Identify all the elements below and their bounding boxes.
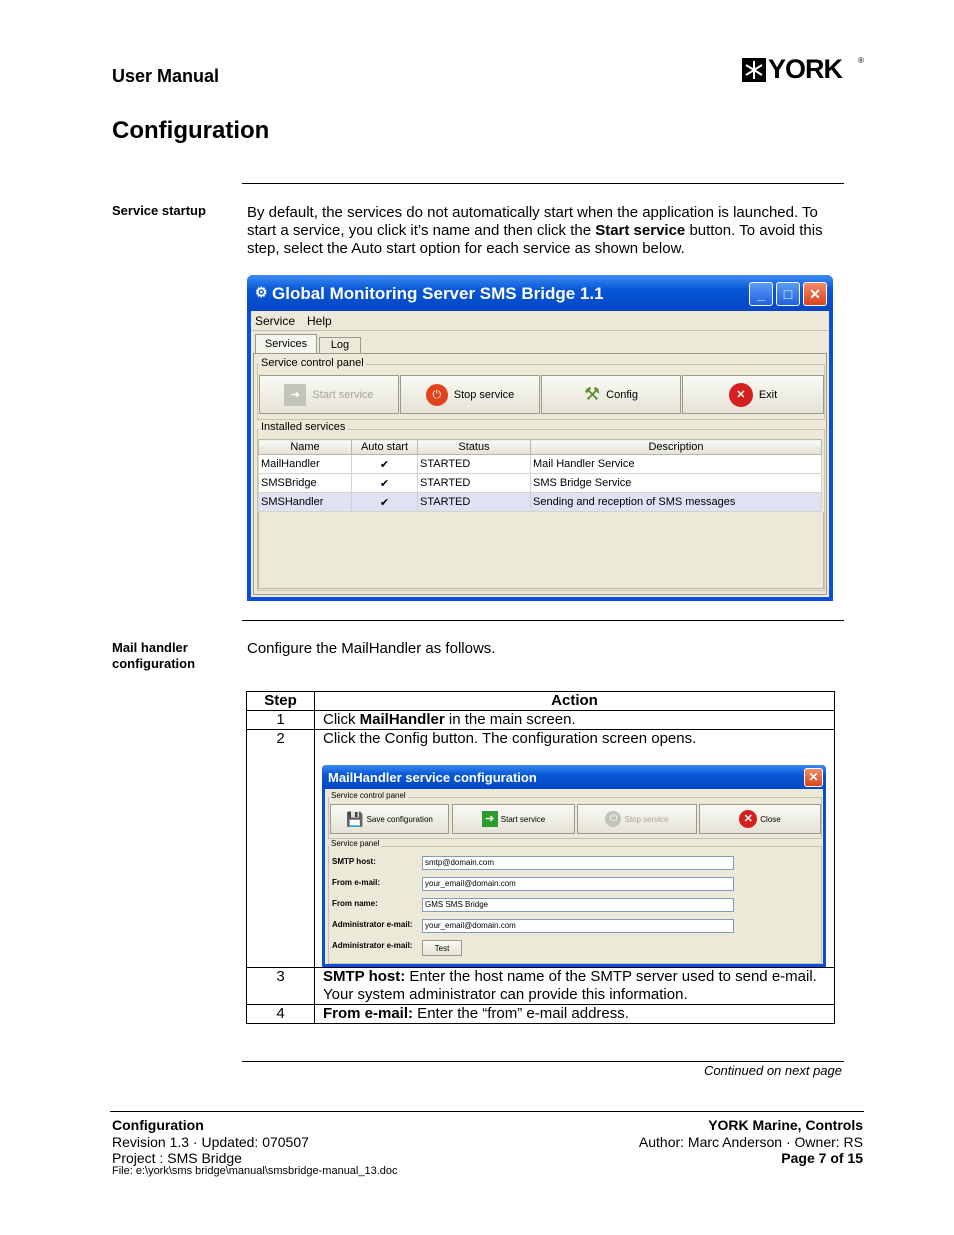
save-icon: 💾 <box>346 810 364 827</box>
admin-email-field[interactable]: your_email@domain.com <box>422 919 734 933</box>
window-client-area <box>325 789 823 964</box>
logo-registered-mark: ® <box>858 56 864 65</box>
close-button[interactable]: ✕ <box>803 282 827 306</box>
cell-status: STARTED <box>418 455 531 474</box>
column-header-description[interactable]: Description <box>531 440 822 455</box>
table-header-row <box>259 440 822 455</box>
continued-note: Continued on next page <box>703 1063 842 1078</box>
steps-header-row <box>247 692 835 711</box>
step-action: SMTP host: Enter the host name of the SMTP server used to send e-mail. Your system administrator can provide this information. <box>315 968 835 1005</box>
power-icon: ⏻ <box>426 384 448 406</box>
logo-wordmark: YORK <box>768 54 843 84</box>
menu-divider <box>251 330 829 331</box>
cell-name: MailHandler <box>259 455 352 474</box>
admin-email-label: Administrator e-mail: <box>332 920 413 929</box>
installed-services-label: Installed services <box>261 421 346 433</box>
window-title: MailHandler service configuration <box>328 770 537 785</box>
from-name-label: From name: <box>332 899 378 908</box>
document-header-title: User Manual <box>112 66 220 86</box>
section-divider <box>242 183 844 184</box>
window-titlebar <box>247 275 833 311</box>
service-panel-label: Service panel <box>331 839 380 848</box>
step-row <box>247 1005 835 1024</box>
tab-log[interactable]: Log <box>319 337 361 353</box>
step-number: 4 <box>247 1005 315 1024</box>
table-row[interactable] <box>259 474 822 493</box>
footer-revision: Revision 1.3 · Updated: 070507 <box>112 1134 309 1150</box>
stop-service-button[interactable]: ⏻ Stop service <box>400 375 540 414</box>
from-name-field[interactable]: GMS SMS Bridge <box>422 898 734 912</box>
window-title: Global Monitoring Server SMS Bridge 1.1 <box>272 284 604 303</box>
cell-name: SMSBridge <box>259 474 352 493</box>
arrow-right-icon: ➔ <box>284 384 306 406</box>
test-button[interactable]: Test <box>422 940 462 956</box>
cell-description: Sending and reception of SMS messages <box>531 493 822 512</box>
tools-icon: ⚒ <box>584 384 601 404</box>
power-icon: ⏻ <box>605 811 621 827</box>
step-row <box>247 968 835 1005</box>
table-row[interactable] <box>259 455 822 474</box>
mail-handler-intro: Configure the MailHandler as follows. <box>247 640 496 657</box>
step-action: Click the Config button. The configuration screen opens. <box>315 730 835 968</box>
step-action: From e-mail: Enter the “from” e-mail address. <box>315 1005 835 1024</box>
page-title: Configuration <box>112 117 270 144</box>
start-service-button[interactable]: ➔ Start service <box>452 804 575 834</box>
footer-page-number: Page 7 of 15 <box>781 1150 863 1166</box>
tab-services[interactable]: Services <box>255 334 317 353</box>
footer-author: Author: Marc Anderson · Owner: RS <box>638 1134 863 1150</box>
footer-company: YORK Marine, Controls <box>708 1117 863 1133</box>
step-column-header: Step <box>247 692 315 711</box>
step-action: Click MailHandler in the main screen. <box>315 711 835 730</box>
maximize-button[interactable]: □ <box>776 282 800 306</box>
gear-icon: ⚙ <box>255 284 268 300</box>
config-button[interactable]: ⚒ Config <box>541 375 681 414</box>
close-dialog-button[interactable]: ✕ Close <box>699 804 821 834</box>
stop-service-button[interactable]: ⏻ Stop service <box>577 804 697 834</box>
step-number: 1 <box>247 711 315 730</box>
service-control-panel-label: Service control panel <box>261 357 364 369</box>
footer-section: Configuration <box>112 1117 204 1133</box>
close-icon: ✕ <box>739 810 757 828</box>
from-email-label: From e-mail: <box>332 878 381 887</box>
services-table <box>258 439 822 512</box>
service-control-panel-label: Service control panel <box>331 791 406 800</box>
cell-description: Mail Handler Service <box>531 455 822 474</box>
step-row <box>247 711 835 730</box>
table-empty-area <box>258 512 824 589</box>
save-configuration-button[interactable]: 💾 Save configuration <box>330 804 449 834</box>
exit-button[interactable]: ✕ Exit <box>682 375 824 414</box>
close-button[interactable]: ✕ <box>804 768 823 787</box>
snowflake-icon <box>742 58 766 82</box>
close-icon: ✕ <box>729 383 753 407</box>
table-row[interactable] <box>259 493 822 512</box>
cell-description: SMS Bridge Service <box>531 474 822 493</box>
section-label-service-startup: Service startup <box>112 203 206 218</box>
column-header-auto-start[interactable]: Auto start <box>352 440 418 455</box>
footer-project: Project : SMS Bridge <box>112 1150 242 1166</box>
admin-email-test-label: Administrator e-mail: <box>332 941 413 950</box>
section-divider <box>242 1061 844 1062</box>
minimize-button[interactable]: _ <box>749 282 773 306</box>
smtp-host-label: SMTP host: <box>332 857 376 866</box>
auto-start-checkbox[interactable]: ✔ <box>352 455 418 474</box>
sms-bridge-window <box>247 275 833 601</box>
column-header-status[interactable]: Status <box>418 440 531 455</box>
smtp-host-field[interactable]: smtp@domain.com <box>422 856 734 870</box>
step-number: 3 <box>247 968 315 1005</box>
footer-file: File: e:\york\sms bridge\manual\smsbridge-manual_13.doc <box>112 1165 398 1177</box>
york-logo <box>742 56 864 84</box>
mailhandler-config-window <box>322 765 826 967</box>
menu-item-help[interactable]: Help <box>307 314 332 328</box>
section-label-mail-handler: Mail handler configuration <box>112 640 196 671</box>
window-titlebar <box>322 765 826 789</box>
menu-item-service[interactable]: Service <box>255 314 296 328</box>
from-email-field[interactable]: your_email@domain.com <box>422 877 734 891</box>
action-column-header: Action <box>315 692 835 711</box>
cell-name: SMSHandler <box>259 493 352 512</box>
service-startup-paragraph: By default, the services do not automatically start when the application is launched. To start a service, you click it’s name and then click the Start service button. To avoid this step, select the Auto start option for each service as shown below. <box>247 204 823 257</box>
auto-start-checkbox[interactable]: ✔ <box>352 493 418 512</box>
section-divider <box>242 620 844 621</box>
column-header-name[interactable]: Name <box>259 440 352 455</box>
window-client-area <box>251 311 829 597</box>
step-number: 2 <box>247 730 315 968</box>
footer-divider <box>110 1111 864 1112</box>
cell-status: STARTED <box>418 493 531 512</box>
auto-start-checkbox[interactable]: ✔ <box>352 474 418 493</box>
start-service-button[interactable]: ➔ Start service <box>259 375 399 414</box>
arrow-right-icon: ➔ <box>482 811 498 827</box>
cell-status: STARTED <box>418 474 531 493</box>
